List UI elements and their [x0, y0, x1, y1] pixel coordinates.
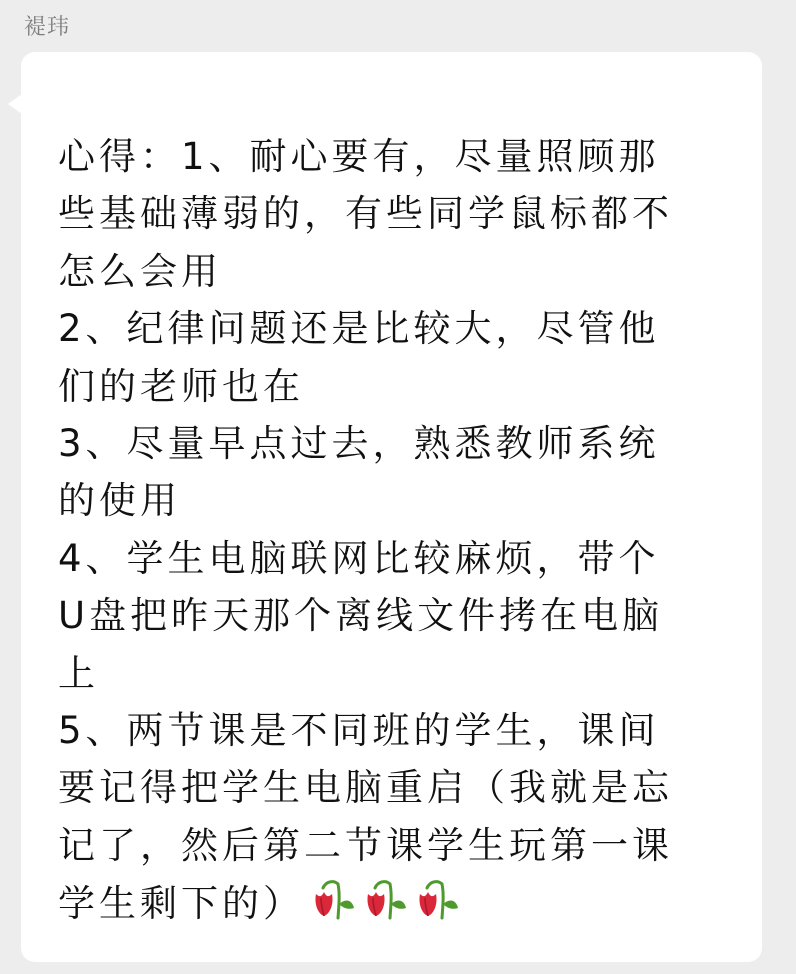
emoji-row [308, 874, 464, 940]
message-line: 学生剩下的） [58, 882, 304, 926]
sender-name: 褆玮 [24, 15, 71, 40]
message-line: 心得：1、耐心要有，尽量照顾那 [58, 135, 660, 178]
message-line: 要记得把学生电脑重启（我就是忘 [58, 766, 673, 810]
bubble-tail [8, 94, 22, 114]
wilted-flower-icon [360, 874, 410, 924]
wilted-flower-icon [308, 874, 358, 924]
message-line: U盘把昨天那个离线文件拷在电脑 [58, 594, 664, 638]
message-line-last [58, 874, 738, 940]
message-line: 上 [58, 651, 99, 695]
message-line: 3、尽量早点过去，熟悉教师系统 [58, 422, 660, 466]
wilted-flower-icon [412, 874, 462, 924]
message-line: 们的老师也在 [58, 364, 304, 408]
message-line: 记了，然后第二节课学生玩第一课 [58, 823, 673, 867]
message-text[interactable] [58, 128, 738, 941]
message-line: 些基础薄弱的，有些同学鼠标都不 [58, 192, 673, 236]
message-line: 的使用 [58, 479, 181, 523]
message-line: 4、学生电脑联网比较麻烦，带个 [58, 536, 660, 580]
message-line: 5、两节课是不同班的学生，课间 [58, 709, 660, 753]
message-line: 2、纪律问题还是比较大，尽管他 [58, 307, 660, 351]
message-line: 怎么会用 [58, 249, 222, 293]
